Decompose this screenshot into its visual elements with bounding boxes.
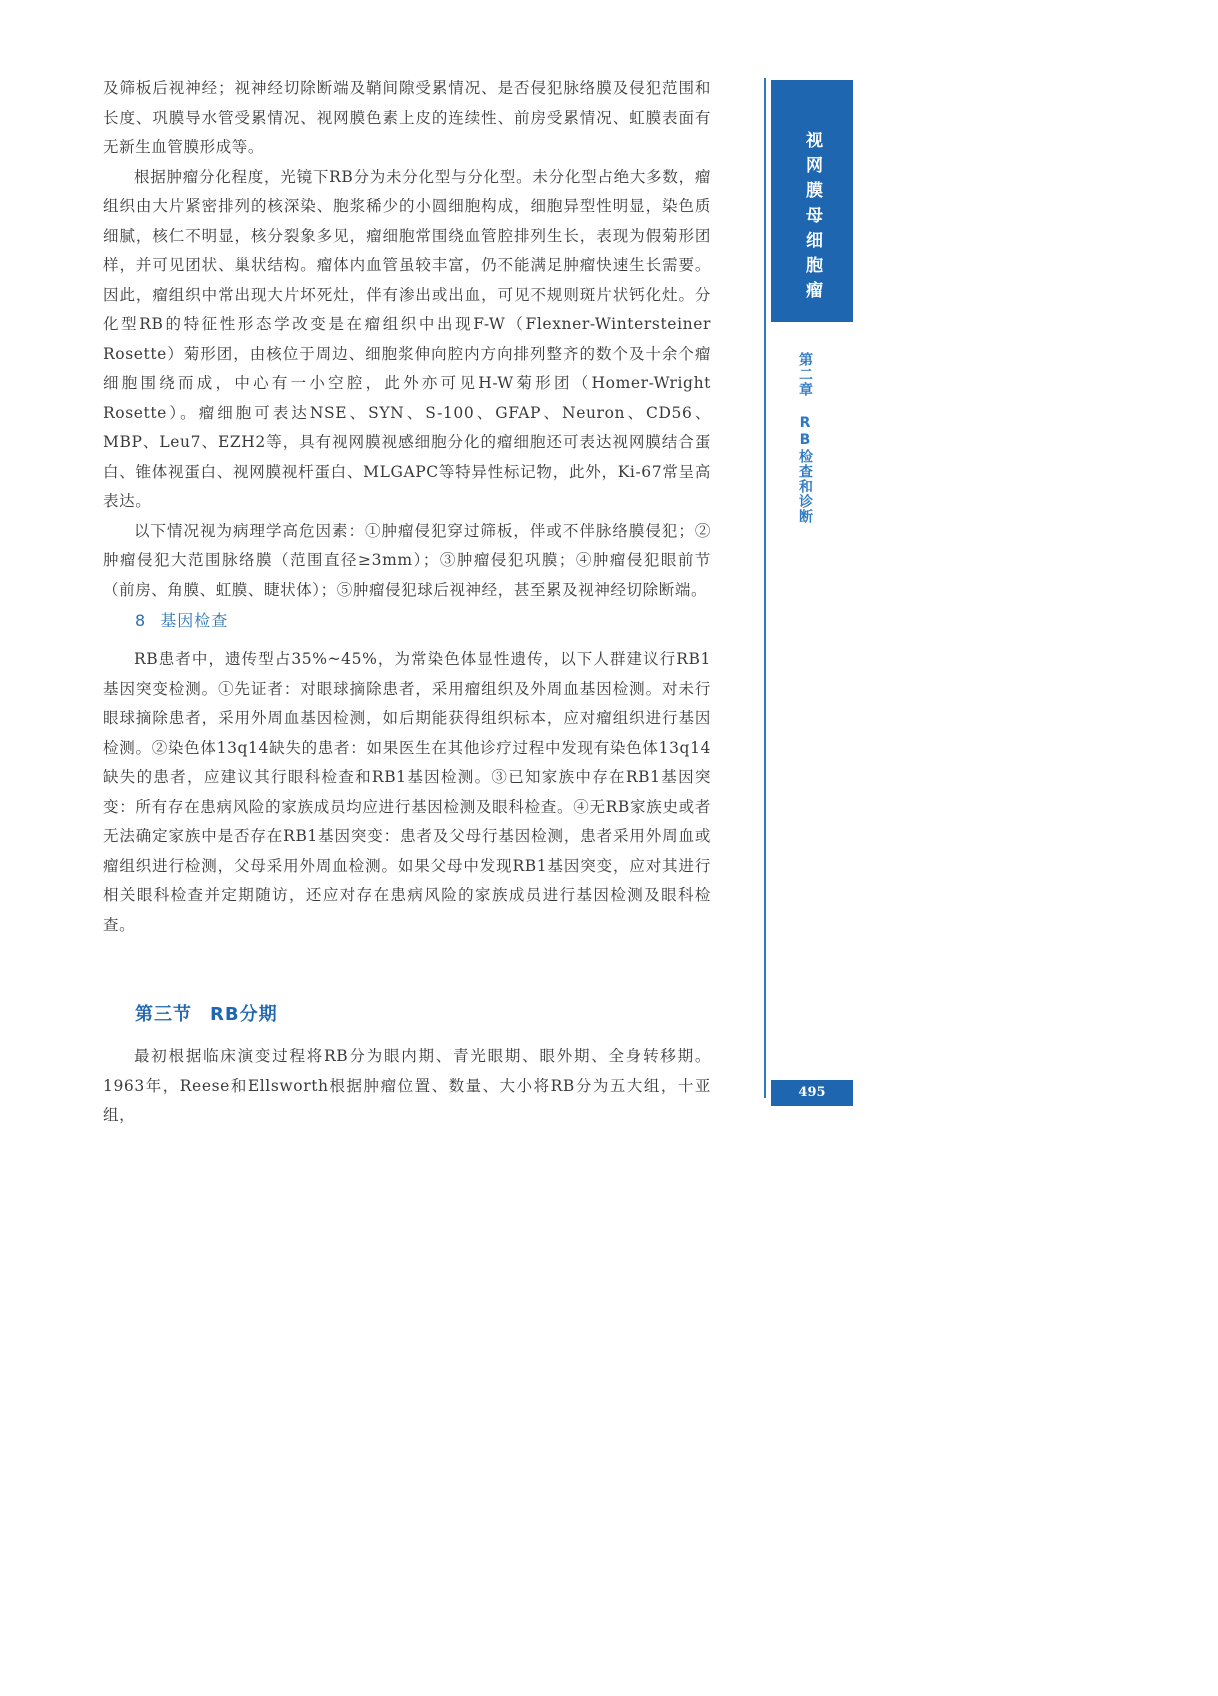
margin-rule	[764, 78, 766, 1098]
paragraph-staging: 最初根据临床演变过程将RB分为眼内期、青光眼期、眼外期、全身转移期。1963年，Reese和Ellsworth根据肿瘤位置、数量、大小将RB分为五大组，十亚组，	[103, 1047, 711, 1124]
side-tab-book-title: 视网膜母细胞瘤	[771, 80, 853, 322]
section-heading	[135, 1000, 278, 1026]
section-title: RB分期	[210, 1004, 278, 1025]
section-label: 第三节	[135, 1004, 192, 1025]
page-number: 495	[771, 1080, 853, 1106]
body-text-top	[103, 74, 711, 605]
chapter-title: RB检查和诊断	[797, 415, 813, 524]
subheading-number: 8	[135, 611, 147, 630]
chapter-number: 第二章	[797, 352, 813, 397]
paragraph-histology: 根据肿瘤分化程度，光镜下RB分为未分化型与分化型。未分化型占绝大多数，瘤组织由大片紧密排列的核深染、胞浆稀少的小圆细胞构成，细胞异型性明显，染色质细腻，核仁不明显，核分裂象多见，瘤细胞常围绕血管腔排列生长，表现为假菊形团样，并可见团状、巢状结构。瘤体内血管虽较丰富，仍不能满足肿瘤快速生长需要。因此，瘤组织中常出现大片坏死灶，伴有渗出或出血，可见不规则斑片状钙化灶。分化型RB的特征性形态学改变是在瘤组织中出现F-W（Flexner-Wintersteiner Rosette）菊形团，由核位于周边、细胞浆伸向腔内方向排列整齐的数个及十余个瘤细胞围绕而成，中心有一小空腔，此外亦可见H-W菊形团（Homer-Wright Rosette）。瘤细胞可表达NSE、SYN、S-100、GFAP、Neuron、CD56、MBP、Leu7、EZH2等，具有视网膜视感细胞分化的瘤细胞还可表达视网膜结合蛋白、锥体视蛋白、视网膜视杆蛋白、MLGAPC等特异性标记物，此外，Ki-67常呈高表达。	[103, 167, 711, 510]
body-text-gene	[103, 645, 711, 940]
body-text-staging	[103, 1042, 711, 1131]
chapter-label	[791, 352, 815, 524]
paragraph-gene-test: RB患者中，遗传型占35%~45%，为常染色体显性遗传，以下人群建议行RB1基因突变检测。①先证者：对眼球摘除患者，采用瘤组织及外周血基因检测。对未行眼球摘除患者，采用外周血基因检测，如后期能获得组织标本，应对瘤组织进行基因检测。②染色体13q14缺失的患者：如果医生在其他诊疗过程中发现有染色体13q14缺失的患者，应建议其行眼科检查和RB1基因检测。③已知家族中存在RB1基因突变：所有存在患病风险的家族成员均应进行基因检测及眼科检查。④无RB家族史或者无法确定家族中是否存在RB1基因突变：患者及父母行基因检测，患者采用外周血或瘤组织进行检测，父母采用外周血检测。如果父母中发现RB1基因突变，应对其进行相关眼科检查并定期随访，还应对存在患病风险的家族成员进行基因检测及眼科检查。	[103, 650, 711, 934]
subheading-gene-test	[135, 608, 228, 631]
paragraph-high-risk: 以下情况视为病理学高危因素：①肿瘤侵犯穿过筛板，伴或不伴脉络膜侵犯；②肿瘤侵犯大范围脉络膜（范围直径≥3mm）；③肿瘤侵犯巩膜；④肿瘤侵犯眼前节（前房、角膜、虹膜、睫状体）；⑤肿瘤侵犯球后视神经，甚至累及视神经切除断端。	[103, 521, 711, 599]
paragraph-continuation: 及筛板后视神经；视神经切除断端及鞘间隙受累情况、是否侵犯脉络膜及侵犯范围和长度、巩膜导水管受累情况、视网膜色素上皮的连续性、前房受累情况、虹膜表面有无新生血管膜形成等。	[103, 79, 711, 156]
subheading-title: 基因检查	[160, 611, 229, 630]
